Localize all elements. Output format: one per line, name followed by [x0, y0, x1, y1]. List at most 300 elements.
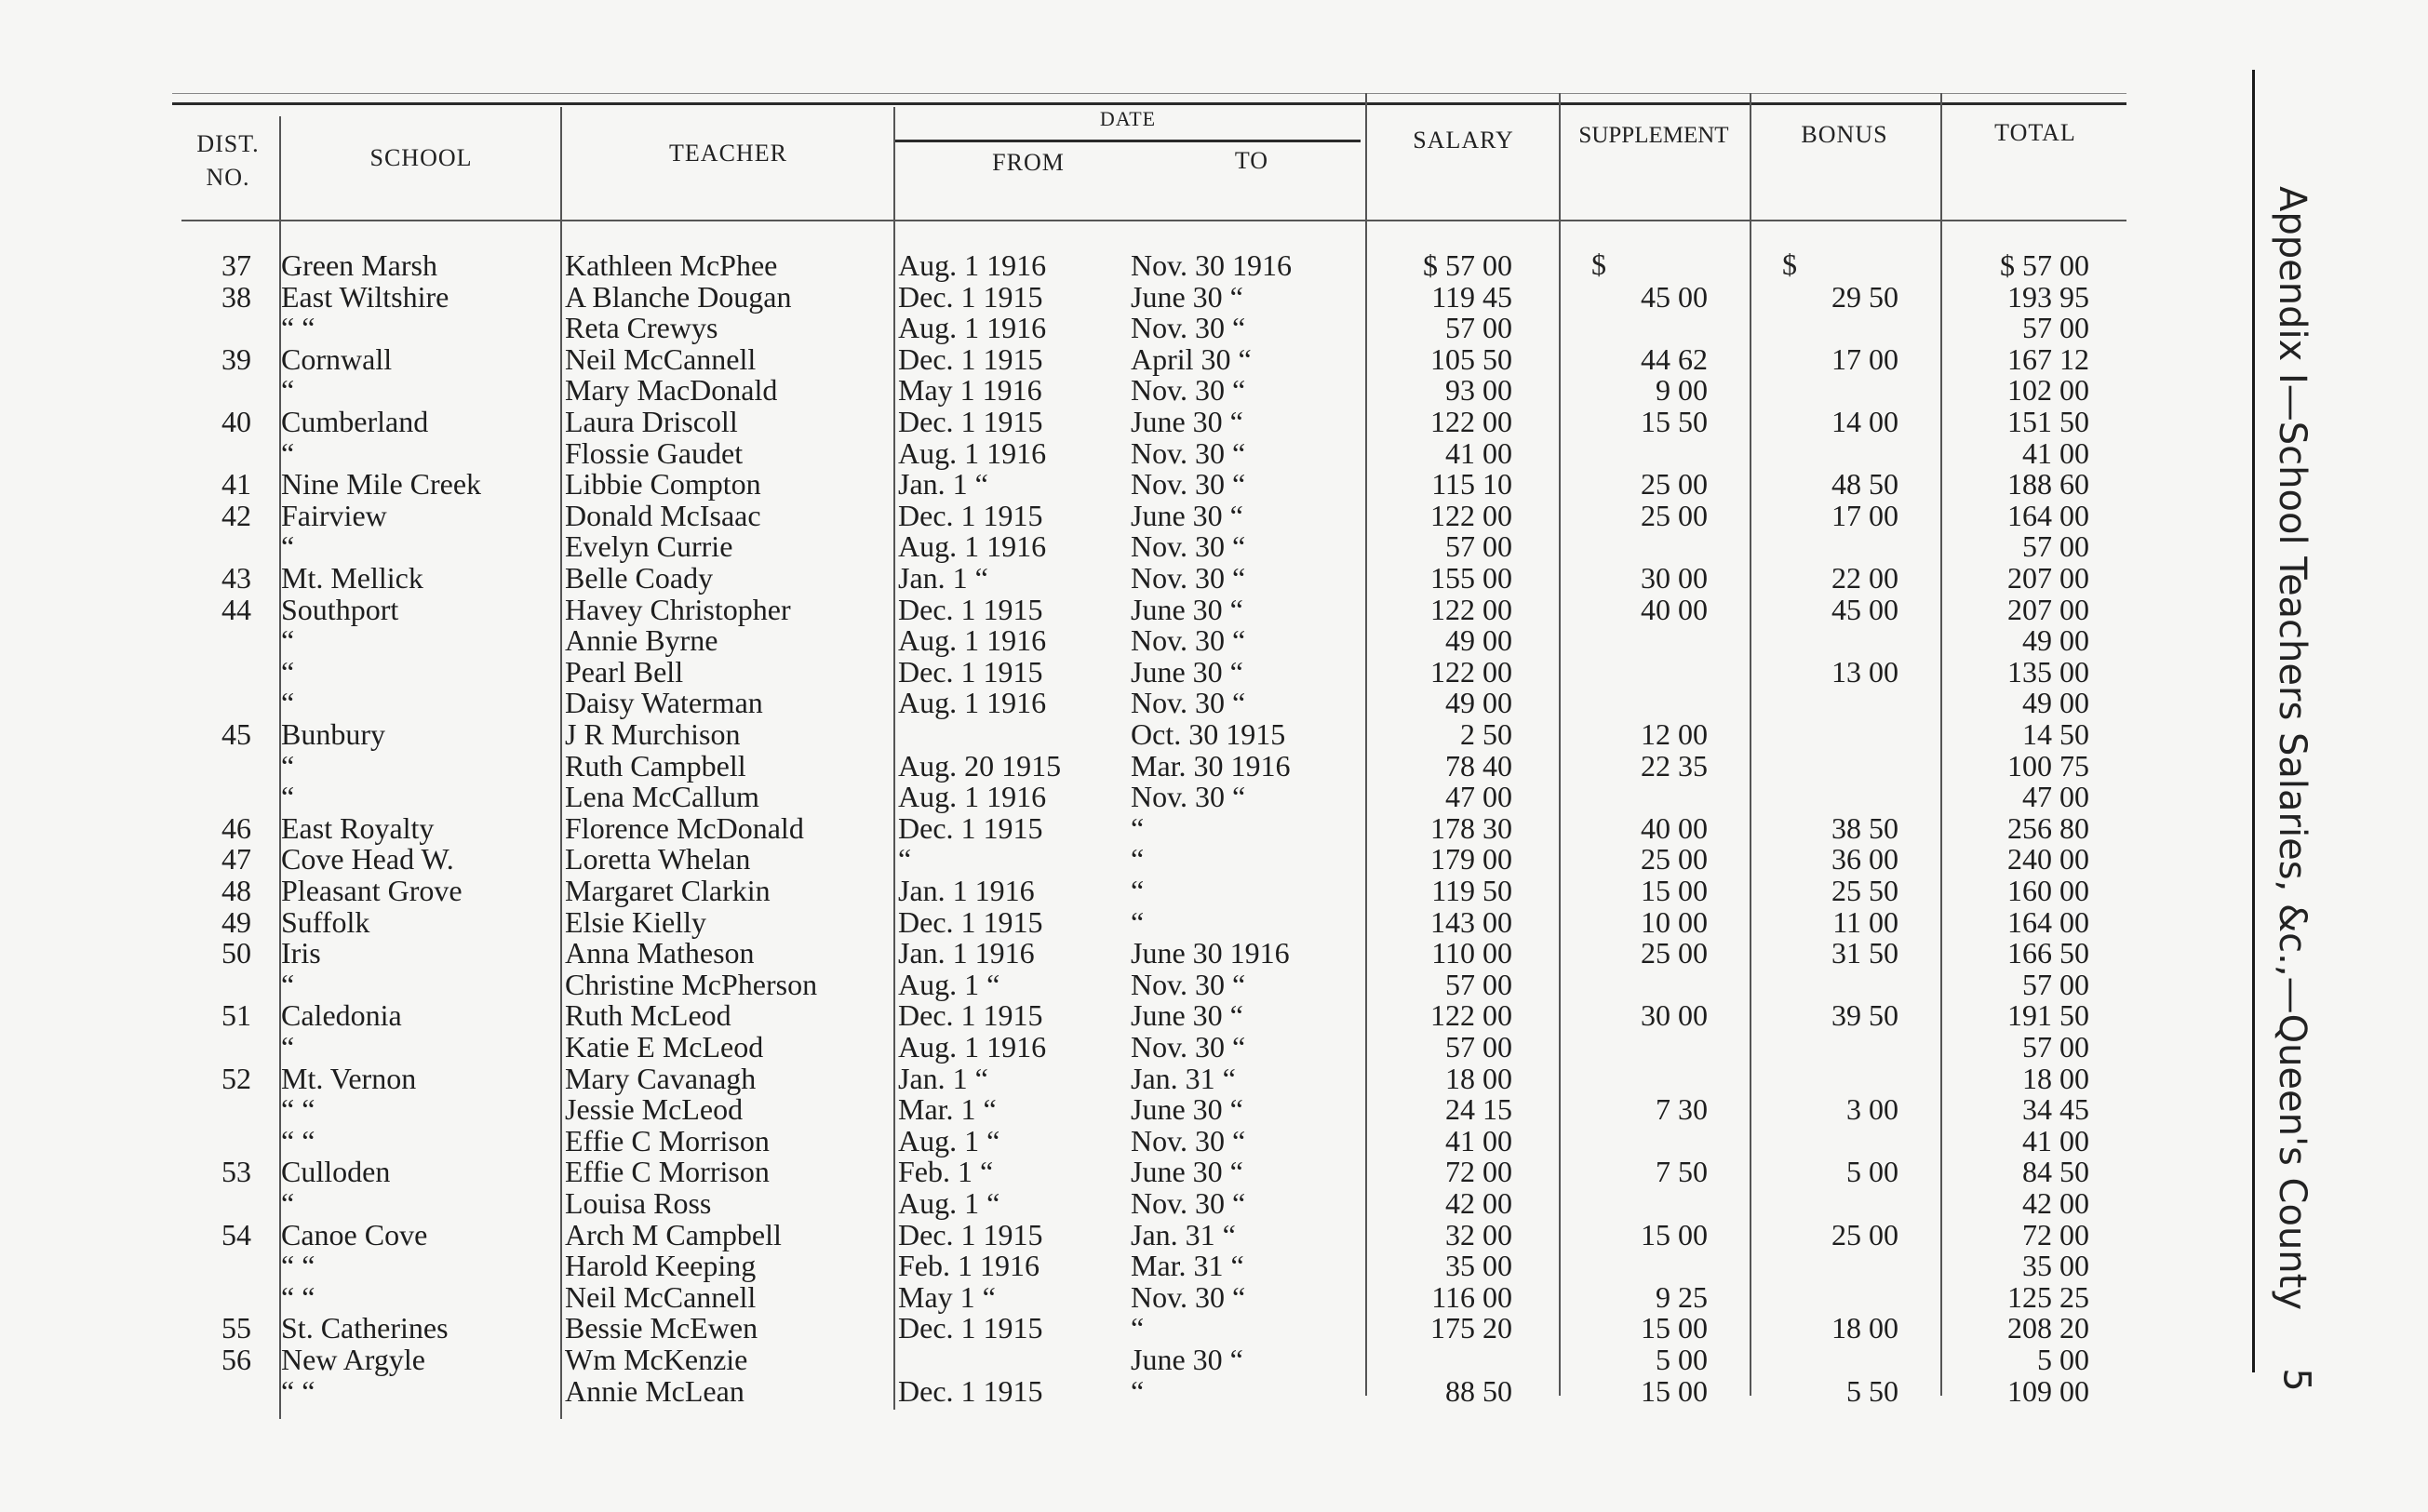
cell-bonus: 17 00 — [1831, 341, 1898, 376]
cell-salary: 122 00 — [1430, 498, 1512, 532]
cell-salary: 41 00 — [1445, 435, 1512, 470]
cell-total: 188 60 — [2007, 467, 2089, 502]
cell-salary: 57 00 — [1445, 967, 1512, 1001]
cell-school: Southport — [281, 592, 399, 626]
cell-school: Mt. Vernon — [281, 1061, 417, 1095]
cell-school: “ — [281, 654, 295, 689]
cell-school: “ — [281, 780, 295, 814]
cell-to: Oct. 30 1915 — [1131, 717, 1286, 751]
cell-dist: 41 — [221, 467, 251, 502]
cell-teacher: Katie E McLeod — [565, 1030, 764, 1064]
cell-dist: 37 — [221, 248, 251, 282]
cell-school: East Wiltshire — [281, 279, 449, 314]
cell-to: June 30 “ — [1131, 998, 1243, 1033]
cell-to: “ — [1131, 1373, 1145, 1408]
cell-total: 151 50 — [2007, 405, 2089, 438]
cell-to: June 30 “ — [1131, 405, 1243, 438]
cell-teacher: Mary MacDonald — [565, 373, 778, 408]
cell-teacher: Mary Cavanagh — [565, 1061, 757, 1095]
cell-salary: 155 00 — [1430, 561, 1512, 595]
cell-total: 5 00 — [2037, 1343, 2089, 1376]
cell-total: 49 00 — [2022, 623, 2089, 658]
cell-school: Cove Head W. — [281, 842, 454, 876]
cell-supplement: 40 00 — [1641, 810, 1708, 845]
cell-from: Dec. 1 1915 — [898, 341, 1043, 376]
cell-to: Nov. 30 “ — [1131, 561, 1246, 595]
cell-salary: 32 00 — [1445, 1217, 1512, 1251]
cell-school: Pleasant Grove — [281, 874, 463, 907]
cell-from: Dec. 1 1915 — [898, 904, 1043, 939]
cell-salary: 88 50 — [1445, 1373, 1512, 1408]
cell-school: “ — [281, 623, 295, 658]
cell-bonus: 29 50 — [1831, 279, 1898, 314]
cell-salary: 2 50 — [1460, 717, 1512, 751]
cell-to: June 30 1916 — [1131, 936, 1290, 970]
cell-teacher: Arch M Campbell — [565, 1217, 782, 1251]
cell-teacher: Neil McCannell — [565, 1279, 757, 1314]
cell-bonus: 31 50 — [1831, 936, 1898, 970]
cell-bonus: 36 00 — [1831, 842, 1898, 876]
cell-teacher: Lena McCallum — [565, 780, 759, 814]
cell-dist: 48 — [221, 874, 251, 907]
cell-to: Nov. 30 “ — [1131, 435, 1246, 470]
cell-salary: 47 00 — [1445, 780, 1512, 814]
cell-total: 18 00 — [2022, 1061, 2089, 1095]
cell-salary: 116 00 — [1431, 1279, 1512, 1314]
cell-supplement: 7 50 — [1656, 1155, 1708, 1189]
cell-from: “ — [898, 842, 912, 876]
cell-teacher: Louisa Ross — [565, 1186, 712, 1220]
cell-to: Nov. 30 “ — [1131, 623, 1246, 658]
cell-from: Aug. 1 1916 — [898, 311, 1047, 345]
cell-salary: 41 00 — [1445, 1123, 1512, 1157]
cell-school: New Argyle — [281, 1343, 425, 1376]
cell-teacher: Belle Coady — [565, 561, 714, 595]
cell-salary: 122 00 — [1430, 998, 1512, 1033]
cell-total: 164 00 — [2007, 904, 2089, 939]
cell-dist: 45 — [221, 717, 251, 751]
cell-from: Aug. 1 “ — [898, 1123, 1000, 1157]
cell-to: Nov. 30 “ — [1131, 1123, 1246, 1157]
cell-total: 84 50 — [2022, 1155, 2089, 1189]
cell-supplement: 25 00 — [1641, 467, 1708, 502]
cell-from: Dec. 1 1915 — [898, 405, 1043, 438]
cell-dist: 53 — [221, 1155, 251, 1189]
cell-dist: 40 — [221, 405, 251, 438]
cell-supplement: 5 00 — [1656, 1343, 1708, 1376]
col-line-7 — [1940, 93, 1942, 1396]
cell-dist: 52 — [221, 1061, 251, 1095]
cell-to: “ — [1131, 810, 1145, 845]
cell-to: June 30 “ — [1131, 1343, 1243, 1376]
cell-supplement: 45 00 — [1641, 279, 1708, 314]
cell-total: 14 50 — [2022, 717, 2089, 751]
cell-salary: 119 50 — [1431, 874, 1512, 907]
cell-from: Aug. 1 1916 — [898, 435, 1047, 470]
header-bottom-rule — [181, 220, 2126, 221]
cell-from: Feb. 1 1916 — [898, 1249, 1040, 1283]
header-to: TO — [1234, 147, 1269, 174]
cell-to: Nov. 30 “ — [1131, 780, 1246, 814]
cell-teacher: Neil McCannell — [565, 341, 757, 376]
cell-from: Dec. 1 1915 — [898, 998, 1043, 1033]
cell-to: June 30 “ — [1131, 654, 1243, 689]
cell-salary: 49 00 — [1445, 686, 1512, 720]
cell-supplement: 15 00 — [1641, 1373, 1708, 1408]
cell-salary: 179 00 — [1430, 842, 1512, 876]
cell-to: June 30 “ — [1131, 1092, 1243, 1127]
cell-to: Mar. 30 1916 — [1131, 748, 1291, 783]
col-line-2 — [560, 107, 562, 1419]
cell-to: “ — [1131, 874, 1145, 907]
cell-bonus: 3 00 — [1846, 1092, 1898, 1127]
cell-total: 41 00 — [2022, 1123, 2089, 1157]
cell-teacher: Havey Christopher — [565, 592, 791, 626]
cell-teacher: Loretta Whelan — [565, 842, 751, 876]
cell-to: Nov. 30 1916 — [1131, 248, 1293, 282]
cell-to: Nov. 30 “ — [1131, 529, 1246, 564]
cell-supplement: 9 25 — [1656, 1279, 1708, 1314]
cell-from: Dec. 1 1915 — [898, 1217, 1043, 1251]
cell-total: 166 50 — [2007, 936, 2089, 970]
header-dist-line2: NO. — [206, 164, 250, 191]
cell-dist: 51 — [221, 998, 251, 1033]
cell-total: 160 00 — [2007, 874, 2089, 907]
cell-total: 41 00 — [2022, 435, 2089, 470]
cell-school: “ — [281, 967, 295, 1001]
cell-from: Mar. 1 “ — [898, 1092, 997, 1127]
cell-from: Aug. 1 “ — [898, 1186, 1000, 1220]
cell-teacher: Laura Driscoll — [565, 405, 738, 438]
cell-bonus: 5 00 — [1846, 1155, 1898, 1189]
cell-salary: 175 20 — [1430, 1311, 1512, 1345]
header-from: FROM — [992, 149, 1065, 176]
cell-supplement: 30 00 — [1641, 998, 1708, 1033]
cell-from: Jan. 1 “ — [898, 467, 988, 502]
col-line-4 — [1365, 93, 1367, 1396]
cell-salary: 105 50 — [1430, 341, 1512, 376]
cell-school: “ — [281, 1030, 295, 1064]
cell-school: Caledonia — [281, 998, 402, 1033]
cell-to: Nov. 30 “ — [1131, 1030, 1246, 1064]
cell-school: East Royalty — [281, 810, 435, 845]
cell-total: 207 00 — [2007, 561, 2089, 595]
cell-school: Suffolk — [281, 904, 370, 939]
cell-bonus: 25 00 — [1831, 1217, 1898, 1251]
col-line-5 — [1559, 93, 1561, 1396]
header-supplement: SUPPLEMENT — [1578, 123, 1729, 148]
cell-teacher: Effie C Morrison — [565, 1123, 770, 1157]
cell-from: Dec. 1 1915 — [898, 1311, 1043, 1345]
cell-teacher: Wm McKenzie — [565, 1343, 748, 1376]
header-date: DATE — [1099, 107, 1157, 130]
cell-school: Culloden — [281, 1155, 391, 1189]
cell-school: Fairview — [281, 498, 387, 532]
cell-from: Feb. 1 “ — [898, 1155, 994, 1189]
cell-dist: 47 — [221, 842, 251, 876]
cell-bonus: 14 00 — [1831, 405, 1898, 438]
cell-supplement: 7 30 — [1656, 1092, 1708, 1127]
cell-salary: 119 45 — [1431, 279, 1512, 314]
cell-total: 102 00 — [2007, 373, 2089, 408]
cell-supplement: 15 00 — [1641, 1217, 1708, 1251]
cell-total: 135 00 — [2007, 654, 2089, 689]
cell-dist: 56 — [221, 1343, 251, 1376]
cell-to: Jan. 31 “ — [1131, 1217, 1236, 1251]
cell-dist: 54 — [221, 1217, 251, 1251]
cell-from: Dec. 1 1915 — [898, 1373, 1043, 1408]
cell-from: Dec. 1 1915 — [898, 279, 1043, 314]
cell-teacher: Anna Matheson — [565, 936, 755, 970]
cell-teacher: Florence McDonald — [565, 810, 804, 845]
cell-to: “ — [1131, 842, 1145, 876]
cell-from: Jan. 1 1916 — [898, 936, 1035, 970]
cell-teacher: J R Murchison — [565, 717, 741, 751]
right-border — [2252, 70, 2255, 1372]
cell-teacher: Effie C Morrison — [565, 1155, 770, 1189]
bonus-dollar-sign: $ — [1782, 248, 1797, 281]
cell-dist: 43 — [221, 561, 251, 595]
cell-bonus: 45 00 — [1831, 592, 1898, 626]
cell-to: April 30 “ — [1131, 341, 1252, 376]
top-rule — [172, 102, 2126, 105]
cell-total: 57 00 — [2022, 529, 2089, 564]
cell-bonus: 5 50 — [1846, 1373, 1898, 1408]
header-teacher: TEACHER — [669, 140, 787, 167]
cell-from: Aug. 1 1916 — [898, 248, 1047, 282]
cell-supplement: 22 35 — [1641, 748, 1708, 783]
header-salary: SALARY — [1413, 127, 1514, 154]
cell-school: Canoe Cove — [281, 1217, 428, 1251]
cell-supplement: 15 50 — [1641, 405, 1708, 438]
cell-salary: 35 00 — [1445, 1249, 1512, 1283]
cell-to: “ — [1131, 1311, 1145, 1345]
cell-dist: 42 — [221, 498, 251, 532]
cell-school: “ — [281, 1186, 295, 1220]
cell-to: June 30 “ — [1131, 592, 1243, 626]
cell-teacher: Donald McIsaac — [565, 498, 761, 532]
cell-teacher: Kathleen McPhee — [565, 248, 778, 282]
cell-school: Iris — [281, 936, 321, 970]
cell-from: Aug. 1 1916 — [898, 686, 1047, 720]
cell-total: 47 00 — [2022, 780, 2089, 814]
cell-dist: 55 — [221, 1311, 251, 1345]
cell-to: Nov. 30 “ — [1131, 967, 1246, 1001]
cell-total: 208 20 — [2007, 1311, 2089, 1345]
cell-salary: 78 40 — [1445, 748, 1512, 783]
cell-to: Jan. 31 “ — [1131, 1061, 1236, 1095]
cell-to: Nov. 30 “ — [1131, 467, 1246, 502]
cell-teacher: A Blanche Dougan — [565, 279, 792, 314]
cell-teacher: Jessie McLeod — [565, 1092, 744, 1127]
cell-bonus: 22 00 — [1831, 561, 1898, 595]
cell-total: 207 00 — [2007, 592, 2089, 626]
cell-salary: 110 00 — [1431, 936, 1512, 970]
cell-supplement: 30 00 — [1641, 561, 1708, 595]
cell-school: “ “ — [281, 1373, 315, 1408]
cell-salary: 49 00 — [1445, 623, 1512, 658]
cell-school: “ — [281, 373, 295, 408]
cell-supplement: 25 00 — [1641, 498, 1708, 532]
cell-from: Dec. 1 1915 — [898, 498, 1043, 532]
cell-teacher: Evelyn Currie — [565, 529, 733, 564]
cell-supplement: 15 00 — [1641, 1311, 1708, 1345]
cell-total: 240 00 — [2007, 842, 2089, 876]
cell-total: 256 80 — [2007, 810, 2089, 845]
cell-to: Nov. 30 “ — [1131, 373, 1246, 408]
cell-bonus: 18 00 — [1831, 1311, 1898, 1345]
cell-to: Nov. 30 “ — [1131, 1186, 1246, 1220]
cell-to: Nov. 30 “ — [1131, 686, 1246, 720]
cell-salary: 72 00 — [1445, 1155, 1512, 1189]
cell-to: June 30 “ — [1131, 279, 1243, 314]
header-dist-line1: DIST. — [196, 130, 260, 157]
cell-teacher: Ruth McLeod — [565, 998, 731, 1033]
cell-total: 49 00 — [2022, 686, 2089, 720]
cell-total: 42 00 — [2022, 1186, 2089, 1220]
cell-school: Cumberland — [281, 405, 429, 438]
cell-salary: 42 00 — [1445, 1186, 1512, 1220]
cell-school: Bunbury — [281, 717, 385, 751]
cell-teacher: Elsie Kielly — [565, 904, 706, 939]
cell-school: “ “ — [281, 1249, 315, 1283]
cell-school: “ “ — [281, 1123, 315, 1157]
cell-to: “ — [1131, 904, 1145, 939]
cell-total: 193 95 — [2007, 279, 2089, 314]
cell-school: Mt. Mellick — [281, 561, 423, 595]
cell-school: St. Catherines — [281, 1311, 449, 1345]
cell-teacher: Christine McPherson — [565, 967, 818, 1001]
cell-salary: 57 00 — [1445, 311, 1512, 345]
cell-from: Dec. 1 1915 — [898, 654, 1043, 689]
cell-school: Cornwall — [281, 341, 393, 376]
cell-from: Aug. 1 “ — [898, 967, 1000, 1001]
cell-supplement: 15 00 — [1641, 874, 1708, 907]
cell-from: Aug. 1 1916 — [898, 1030, 1047, 1064]
cell-total: 167 12 — [2007, 341, 2089, 376]
cell-supplement: 12 00 — [1641, 717, 1708, 751]
cell-from: Jan. 1 “ — [898, 1061, 988, 1095]
cell-total: 100 75 — [2007, 748, 2089, 783]
cell-bonus: 48 50 — [1831, 467, 1898, 502]
cell-supplement: 25 00 — [1641, 842, 1708, 876]
cell-salary: 115 10 — [1431, 467, 1512, 502]
cell-dist: 50 — [221, 936, 251, 970]
cell-school: “ — [281, 686, 295, 720]
cell-bonus: 17 00 — [1831, 498, 1898, 532]
cell-to: Nov. 30 “ — [1131, 1279, 1246, 1314]
cell-school: Green Marsh — [281, 248, 437, 282]
cell-teacher: Annie McLean — [565, 1373, 744, 1408]
cell-dist: 44 — [221, 592, 251, 626]
cell-teacher: Ruth Campbell — [565, 748, 746, 783]
cell-salary: 24 15 — [1445, 1092, 1512, 1127]
cell-school: “ “ — [281, 311, 315, 345]
cell-total: 57 00 — [2022, 311, 2089, 345]
cell-dist: 38 — [221, 279, 251, 314]
cell-salary: 57 00 — [1445, 1030, 1512, 1064]
date-rule — [895, 140, 1361, 142]
cell-salary: 178 30 — [1430, 810, 1512, 845]
cell-school: Nine Mile Creek — [281, 467, 482, 502]
cell-teacher: Pearl Bell — [565, 654, 684, 689]
cell-bonus: 11 00 — [1832, 904, 1898, 939]
cell-school: “ — [281, 529, 295, 564]
cell-total: 109 00 — [2007, 1373, 2089, 1408]
cell-salary: 122 00 — [1430, 592, 1512, 626]
cell-teacher: Reta Crewys — [565, 311, 718, 345]
cell-salary: 57 00 — [1445, 529, 1512, 564]
top-rule-thin — [172, 93, 2126, 94]
supplement-dollar-sign: $ — [1591, 248, 1606, 281]
cell-teacher: Bessie McEwen — [565, 1311, 758, 1345]
cell-to: Nov. 30 “ — [1131, 311, 1246, 345]
cell-from: May 1 1916 — [898, 373, 1042, 408]
cell-teacher: Harold Keeping — [565, 1249, 757, 1283]
side-title: Appendix I—School Teachers Salaries, &c.,—Queen's County — [2271, 186, 2314, 1311]
cell-total: 57 00 — [2022, 967, 2089, 1001]
page-number: 5 — [2274, 1368, 2318, 1392]
cell-total: 191 50 — [2007, 998, 2089, 1033]
cell-from: Dec. 1 1915 — [898, 810, 1043, 845]
cell-dist: 49 — [221, 904, 251, 939]
cell-bonus: 38 50 — [1831, 810, 1898, 845]
cell-from: Aug. 20 1915 — [898, 748, 1062, 783]
cell-salary: $ 57 00 — [1423, 248, 1512, 282]
cell-bonus: 13 00 — [1831, 654, 1898, 689]
cell-total: 164 00 — [2007, 498, 2089, 532]
cell-bonus: 25 50 — [1831, 874, 1898, 907]
header-school: SCHOOL — [369, 144, 473, 171]
header-bonus: BONUS — [1801, 121, 1888, 148]
cell-supplement: 9 00 — [1656, 373, 1708, 408]
cell-from: Aug. 1 1916 — [898, 780, 1047, 814]
cell-salary: 122 00 — [1430, 654, 1512, 689]
cell-school: “ — [281, 435, 295, 470]
cell-supplement: 25 00 — [1641, 936, 1708, 970]
cell-total: 125 25 — [2007, 1279, 2089, 1314]
cell-school: “ — [281, 748, 295, 783]
cell-to: June 30 “ — [1131, 498, 1243, 532]
cell-salary: 93 00 — [1445, 373, 1512, 408]
cell-to: June 30 “ — [1131, 1155, 1243, 1189]
cell-dist: 46 — [221, 810, 251, 845]
cell-teacher: Margaret Clarkin — [565, 874, 771, 907]
cell-school: “ “ — [281, 1092, 315, 1127]
header-dist — [181, 130, 275, 192]
cell-total: $ 57 00 — [2000, 248, 2089, 282]
cell-teacher: Libbie Compton — [565, 467, 761, 502]
cell-salary: 122 00 — [1430, 405, 1512, 438]
cell-from: Jan. 1 1916 — [898, 874, 1035, 907]
cell-school: “ “ — [281, 1279, 315, 1314]
cell-total: 72 00 — [2022, 1217, 2089, 1251]
col-line-6 — [1750, 93, 1751, 1396]
cell-salary: 143 00 — [1430, 904, 1512, 939]
cell-total: 35 00 — [2022, 1249, 2089, 1283]
cell-from: Dec. 1 1915 — [898, 592, 1043, 626]
cell-total: 34 45 — [2022, 1092, 2089, 1127]
cell-supplement: 40 00 — [1641, 592, 1708, 626]
cell-from: May 1 “ — [898, 1279, 996, 1314]
cell-supplement: 10 00 — [1641, 904, 1708, 939]
cell-teacher: Flossie Gaudet — [565, 435, 744, 470]
cell-teacher: Annie Byrne — [565, 623, 718, 658]
cell-to: Mar. 31 “ — [1131, 1249, 1244, 1283]
cell-supplement: 44 62 — [1641, 341, 1708, 376]
cell-dist: 39 — [221, 341, 251, 376]
cell-salary: 18 00 — [1445, 1061, 1512, 1095]
